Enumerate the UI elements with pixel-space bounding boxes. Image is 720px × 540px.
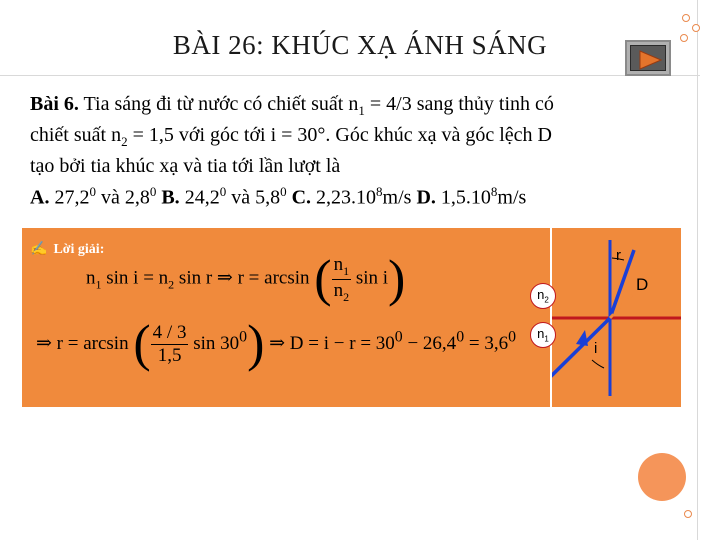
- eq1-end: sin i: [355, 267, 389, 289]
- eq1-sub2: 2: [168, 277, 175, 292]
- paren-left: (: [314, 250, 332, 308]
- pencil-icon: ✍: [30, 242, 48, 257]
- answer-options: [30, 179, 680, 211]
- n2-sub: 2: [544, 295, 549, 305]
- eq1-fraction: [332, 254, 352, 305]
- eq2-fraction: [151, 322, 189, 367]
- n1-circle: [530, 322, 556, 348]
- eq1-den: n: [333, 279, 344, 301]
- eq2-num: 4 / 3: [152, 322, 187, 343]
- option-d-value: 1,5.10: [435, 186, 491, 209]
- eq1-num-sub: 1: [343, 263, 350, 278]
- sup: 0: [280, 184, 287, 199]
- sup: 0: [149, 184, 157, 199]
- paren-right: ): [247, 315, 265, 373]
- n2-label: n: [537, 287, 545, 302]
- paren-right: ): [388, 250, 406, 308]
- label-i: i: [594, 340, 598, 357]
- sub-1: 1: [358, 103, 365, 118]
- eq2-eq: = 3,6: [464, 332, 509, 354]
- option-b-value: 24,2: [179, 186, 220, 209]
- incident-ray: [552, 318, 610, 393]
- title-underline: [0, 75, 700, 76]
- eq2-sin: sin 30: [193, 332, 240, 354]
- option-b-label[interactable]: B.: [161, 186, 180, 209]
- n2-circle: [530, 283, 556, 309]
- equation-1: [86, 250, 406, 308]
- option-b-rest: và 5,8: [226, 186, 281, 209]
- sup: 0: [219, 184, 227, 199]
- decor-dot: [692, 24, 700, 32]
- option-d-label[interactable]: D.: [416, 186, 436, 209]
- eq1-right: sin r ⇒ r = arcsin: [174, 267, 310, 289]
- solution-heading-text: Lời giải:: [53, 241, 105, 257]
- label-D: D: [636, 275, 649, 294]
- decor-circle: [638, 453, 686, 501]
- n1-label: n: [537, 326, 545, 341]
- eq2-result: ⇒ D = i − r = 30: [269, 332, 395, 354]
- eq1-sub1: 1: [95, 277, 102, 292]
- sup: 0: [394, 328, 403, 346]
- eq1-n: n: [86, 267, 96, 289]
- option-a-value: 27,2: [49, 186, 90, 209]
- equation-2: [36, 315, 516, 373]
- n1-sub: 1: [544, 334, 549, 344]
- problem-line2a: chiết suất n: [30, 124, 122, 146]
- ray-arrow-icon: [576, 330, 588, 346]
- sup: 0: [456, 328, 465, 346]
- sub-2: 2: [121, 134, 128, 149]
- eq1-den-sub: 2: [343, 289, 350, 304]
- eq2-sin-sup: 0: [239, 328, 248, 346]
- refracted-ray: [610, 250, 634, 318]
- refraction-diagram: [552, 228, 681, 407]
- decor-dot: [684, 510, 692, 518]
- eq2-start: ⇒ r = arcsin: [36, 332, 129, 354]
- decor-dot: [680, 34, 688, 42]
- option-c-value: 2,23.10: [311, 186, 377, 209]
- paren-left: (: [133, 315, 151, 373]
- problem-line1b: = 4/3 sang thủy tinh có: [364, 93, 554, 115]
- sup: 0: [89, 184, 96, 199]
- eq2-den: 1,5: [157, 345, 182, 366]
- right-frame-line: [697, 0, 698, 540]
- angle-i-arc: [592, 360, 604, 368]
- option-c-rest: m/s: [382, 186, 412, 209]
- label-r: r: [616, 247, 621, 264]
- decor-dot: [682, 14, 690, 22]
- sup: 0: [508, 328, 516, 346]
- problem-line1a: Tia sáng đi từ nước có chiết suất n: [83, 93, 359, 115]
- problem-label: Bài 6.: [30, 93, 79, 115]
- option-a-rest: và 2,8: [95, 186, 150, 209]
- eq2-mid: − 26,4: [402, 332, 457, 354]
- sup: 8: [376, 184, 383, 199]
- option-d-rest: m/s: [497, 186, 527, 209]
- problem-line3: tạo bởi tia khúc xạ và tia tới lần lượt là: [30, 155, 341, 177]
- play-button[interactable]: [625, 40, 671, 76]
- option-c-label[interactable]: C.: [291, 186, 312, 209]
- option-a-label[interactable]: A.: [30, 186, 50, 209]
- eq1-mid: sin i = n: [101, 267, 169, 289]
- problem-line2b: = 1,5 với góc tới i = 30°. Góc khúc xạ và góc lệch D: [127, 124, 552, 146]
- page-title: BÀI 26: KHÚC XẠ ÁNH SÁNG: [172, 30, 548, 60]
- sup: 8: [490, 184, 498, 199]
- eq1-num: n: [333, 254, 344, 275]
- problem-text: [30, 92, 680, 211]
- play-icon: [627, 42, 673, 78]
